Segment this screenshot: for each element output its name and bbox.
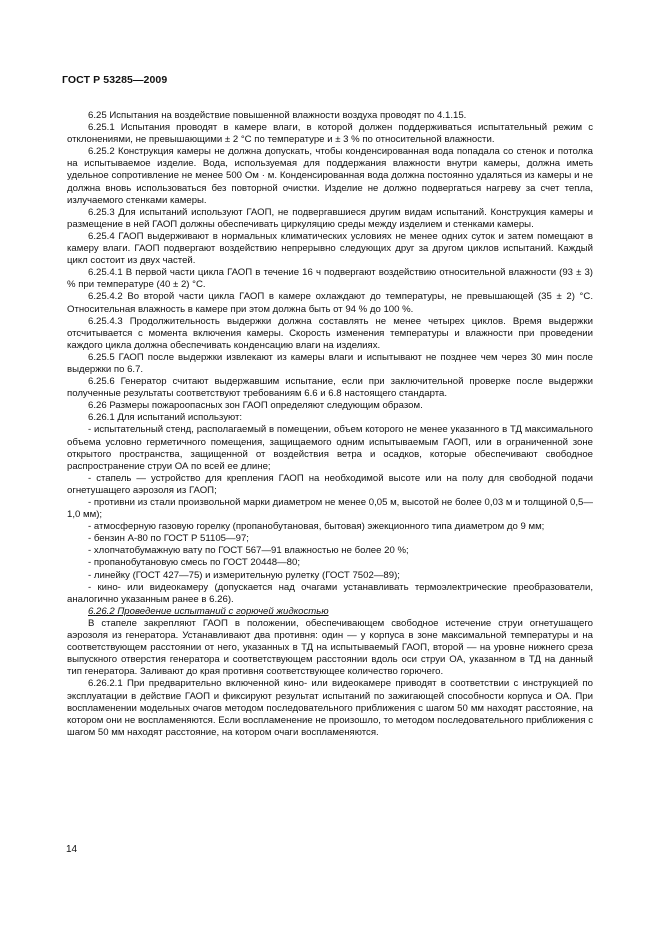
list-item: - кино- или видеокамеру (допускается над очагами устанавливать термоэлектрические преобразователи, аналогично указанным ранее в 6.26). xyxy=(67,581,593,605)
page-number: 14 xyxy=(66,844,78,855)
list-item: - бензин А-80 по ГОСТ Р 51105—97; xyxy=(88,533,249,545)
paragraph: 6.25.6 Генератор считают выдержавшим испытание, если при заключительной проверке после выдержки полученные результаты соответствуют требованиям 6.6 и 6.8 настоящего стандарта. xyxy=(67,376,593,400)
paragraph: 6.26 Размеры пожароопасных зон ГАОП определяют следующим образом. xyxy=(88,400,423,412)
paragraph: 6.25.4.2 Во второй части цикла ГАОП в камере охлаждают до температуры, не превышающей (35 ± 2) °С. Относительная влажность в камере при этом должна быть от 94 % до 100 %. xyxy=(67,291,593,315)
list-item: - стапель — устройство для крепления ГАОП на необходимой высоте или на полу для свободной подачи огнетушащего аэрозоля из ГАОП; xyxy=(67,472,593,496)
paragraph: 6.25.3 Для испытаний используют ГАОП, не подвергавшиеся другим видам испытаний. Конструкция камеры и размещение в ней ГАОП должны обеспечивать циркуляцию среды между изделием и стенками камеры. xyxy=(67,206,593,230)
paragraph: 6.25 Испытания на воздействие повышенной влажности воздуха проводят по 4.1.15. xyxy=(88,110,467,121)
list-item: - линейку (ГОСТ 427—75) и измерительную рулетку (ГОСТ 7502—89); xyxy=(88,569,400,581)
list-item: - атмосферную газовую горелку (пропанобутановая, бытовая) эжекционного типа диаметром до 9 мм; xyxy=(88,521,545,533)
list-item: - пропанобутановую смесь по ГОСТ 20448—80; xyxy=(88,557,301,569)
list-item: - испытательный стенд, располагаемый в помещении, объем которого не менее указанного в ТД максимального объема условно герметичного помещения, защищаемого одним испытываемым ГАОП, или в ограниченной зоне открытого пространства, защищенной от воздействия ветра и осадков, которые обеспечивают свободное распространение струи ОА по всей ее длине; xyxy=(67,424,593,472)
list-item: - противни из стали произвольной марки диаметром не менее 0,05 м, высотой не более 0,03 м и толщиной 0,5—1,0 мм); xyxy=(67,497,593,521)
paragraph: 6.25.4.1 В первой части цикла ГАОП в течение 16 ч подвергают воздействию относительной влажности (93 ± 3) % при температуре (40 ± 2) °С. xyxy=(67,267,593,291)
paragraph: В стапеле закрепляют ГАОП в положении, обеспечивающем свободное истечение струи огнетушащего аэрозоля из генератора. Устанавливают два противня: один — у корпуса в зоне максимальной температуры и на соответствующем расстоянии от него, указанных в ТД на испытываемый ГАОП, второй — на уровне нижнего среза выпускного отверстия генератора и соответствующем расстоянии вдоль оси струи ОА, указанном в ТД на данный тип генератора. Заливают до края противня соответствующее количество горючего. xyxy=(67,617,593,678)
paragraph: 6.26.1 Для испытаний используют: xyxy=(88,412,243,424)
document-body xyxy=(67,110,593,739)
document-header: ГОСТ Р 53285—2009 xyxy=(62,74,168,86)
list-item: - хлопчатобумажную вату по ГОСТ 567—91 влажностью не более 20 %; xyxy=(88,545,409,557)
paragraph: 6.25.5 ГАОП после выдержки извлекают из камеры влаги и испытывают не позднее чем через 30 мин после выдержки по 6.7. xyxy=(67,351,593,375)
section-subheading: 6.26.2 Проведение испытаний с горючей жидкостью xyxy=(88,605,329,617)
paragraph: 6.25.4 ГАОП выдерживают в нормальных климатических условиях не менее одних суток и затем помещают в камеру влаги. ГАОП подвергают воздействию непрерывно следующих друг за другом циклов испытаний. Каждый цикл состоит из двух частей. xyxy=(67,230,593,267)
paragraph: 6.26.2.1 При предварительно включенной кино- или видеокамере приводят в соответствии с инструкцией по эксплуатации в действие ГАОП и фиксируют результат испытаний по зажигающей способности корпуса и ОА. При воспламенении модельных очагов методом последовательного приближения с шагом 50 мм находят расстояние, на котором они не воспламеняются. Если воспламенение не произошло, то методом последовательного приближения с шагом 50 мм находят расстояние, на котором очаги воспламеняются. xyxy=(67,678,594,738)
paragraph: 6.25.2 Конструкция камеры не должна допускать, чтобы конденсированная вода попадала со стенок и потолка на испытываемое изделие. Вода, используемая для поддержания влажности внутри камеры, должна иметь удельное сопротивление не менее 500 Ом · м. Конденсированная вода должна постоянно удаляться из камеры и не должна вновь использоваться без повторной очистки. Изделие не должно подвергаться нагреву за счет тепла, излучаемого стенками камеры. xyxy=(67,146,593,206)
paragraph: 6.25.1 Испытания проводят в камере влаги, в которой должен поддерживаться испытательный режим с отклонениями, не превышающими ± 2 °С по температуре и ± 3 % по относительной влажности. xyxy=(67,122,593,146)
paragraph: 6.25.4.3 Продолжительность выдержки должна составлять не менее четырех циклов. Время выдержки отсчитывается с момента включения камеры. Скорость изменения температуры и влажности при проведении каждого цикла должна обеспечивать конденсацию влаги на изделиях. xyxy=(67,315,593,351)
